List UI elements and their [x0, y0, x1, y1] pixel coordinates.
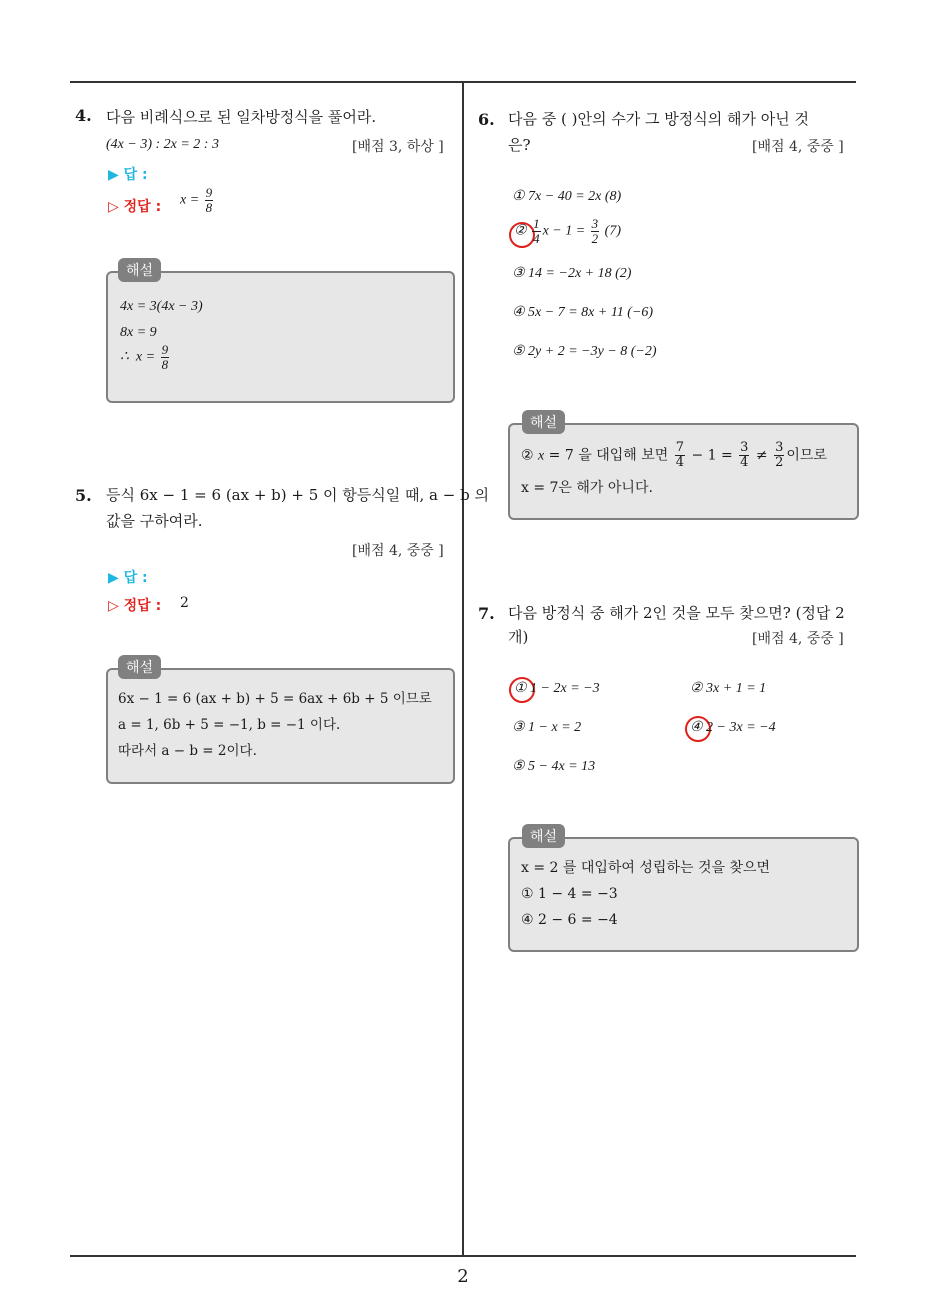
- solution-line-1: x = 2 를 대입하여 성립하는 것을 찾으면: [521, 860, 771, 876]
- choice-1: ① 1 − 2x = −3: [514, 681, 600, 696]
- question-number: 6.: [478, 110, 495, 129]
- solution-tab: 해설: [118, 258, 161, 282]
- question-number: 7.: [478, 604, 495, 623]
- correct-answer-label: ▷ 정답 :: [108, 598, 162, 614]
- correct-answer-label: ▷ 정답 :: [108, 199, 162, 215]
- question-text-line-2: 개): [508, 628, 529, 646]
- solution-line-3: ∴ x = $\frac{9}{8}$: [120, 342, 169, 372]
- question-text-line-2: 값을 구하여라.: [106, 512, 203, 530]
- solution-line-2: a = 1, 6b + 5 = −1, b = −1 이다.: [118, 717, 341, 733]
- solution-tab: 해설: [118, 655, 161, 679]
- solution-tab: 해설: [522, 824, 565, 848]
- choice-5: ⑤ 5 − 4x = 13: [512, 759, 596, 774]
- choice-1: ① 7x − 40 = 2x (8): [512, 189, 622, 204]
- choice-3: ③ 1 − x = 2: [512, 720, 582, 735]
- solution-box: [106, 271, 455, 403]
- solution-line-2: ① 1 − 4 = −3: [521, 886, 618, 902]
- choice-2: ② 3x + 1 = 1: [690, 681, 767, 696]
- choice-4: ④ 5x − 7 = 8x + 11 (−6): [512, 305, 654, 320]
- solution-box: [508, 423, 859, 520]
- solution-line-2: x = 7은 해가 아니다.: [521, 480, 653, 496]
- solution-line-1: 4x = 3(4x − 3): [120, 299, 203, 314]
- correct-answer-value: x = $\frac{9}{8}$: [180, 185, 213, 215]
- solution-line-1: ② x = 7 을 대입해 보면 $\frac{7}{4}$ − 1 = $\frac{3}{4}$ ≠ $\frac{3}{2}$ 이므로: [521, 440, 827, 470]
- solution-tab: 해설: [522, 410, 565, 434]
- page-number: 2: [457, 1266, 469, 1287]
- question-text-line-1: 다음 방정식 중 해가 2인 것을 모두 찾으면? (정답 2: [508, 604, 845, 622]
- question-meta: [배점 4, 중중 ]: [752, 631, 844, 647]
- solution-line-3: 따라서 a − b = 2이다.: [118, 743, 257, 759]
- choice-5: ⑤ 2y + 2 = −3y − 8 (−2): [512, 344, 657, 359]
- correct-answer-value: 2: [180, 595, 189, 611]
- bottom-rule: [70, 1255, 856, 1257]
- question-text: 다음 비례식으로 된 일차방정식을 풀어라.: [106, 108, 377, 126]
- question-text-line-2: 은?: [508, 136, 531, 154]
- question-text-line-1: 등식 6x − 1 = 6 (ax + b) + 5 이 항등식일 때, a − b 의: [106, 486, 489, 504]
- question-meta: [배점 3, 하상 ]: [352, 139, 444, 155]
- solution-line-1: 6x − 1 = 6 (ax + b) + 5 = 6ax + 6b + 5 이므로: [118, 691, 432, 707]
- question-meta: [배점 4, 중중 ]: [352, 543, 444, 559]
- column-divider: [462, 83, 464, 1257]
- solution-line-2: 8x = 9: [120, 325, 157, 340]
- choice-3: ③ 14 = −2x + 18 (2): [512, 266, 632, 281]
- question-number: 4.: [75, 106, 92, 125]
- answer-label: ▶ 답 :: [108, 167, 148, 183]
- answer-label: ▶ 답 :: [108, 570, 148, 586]
- question-text-line-1: 다음 중 ( )안의 수가 그 방정식의 해가 아닌 것: [508, 110, 809, 128]
- choice-4: ④ 2 − 3x = −4: [690, 720, 776, 735]
- question-equation: (4x − 3) : 2x = 2 : 3: [106, 137, 219, 152]
- solution-line-3: ④ 2 − 6 = −4: [521, 912, 618, 928]
- choice-2: ② $\frac{1}{4}$ x − 1 = $\frac{3}{2}$ (7): [514, 216, 621, 246]
- question-meta: [배점 4, 중중 ]: [752, 139, 844, 155]
- question-number: 5.: [75, 486, 92, 505]
